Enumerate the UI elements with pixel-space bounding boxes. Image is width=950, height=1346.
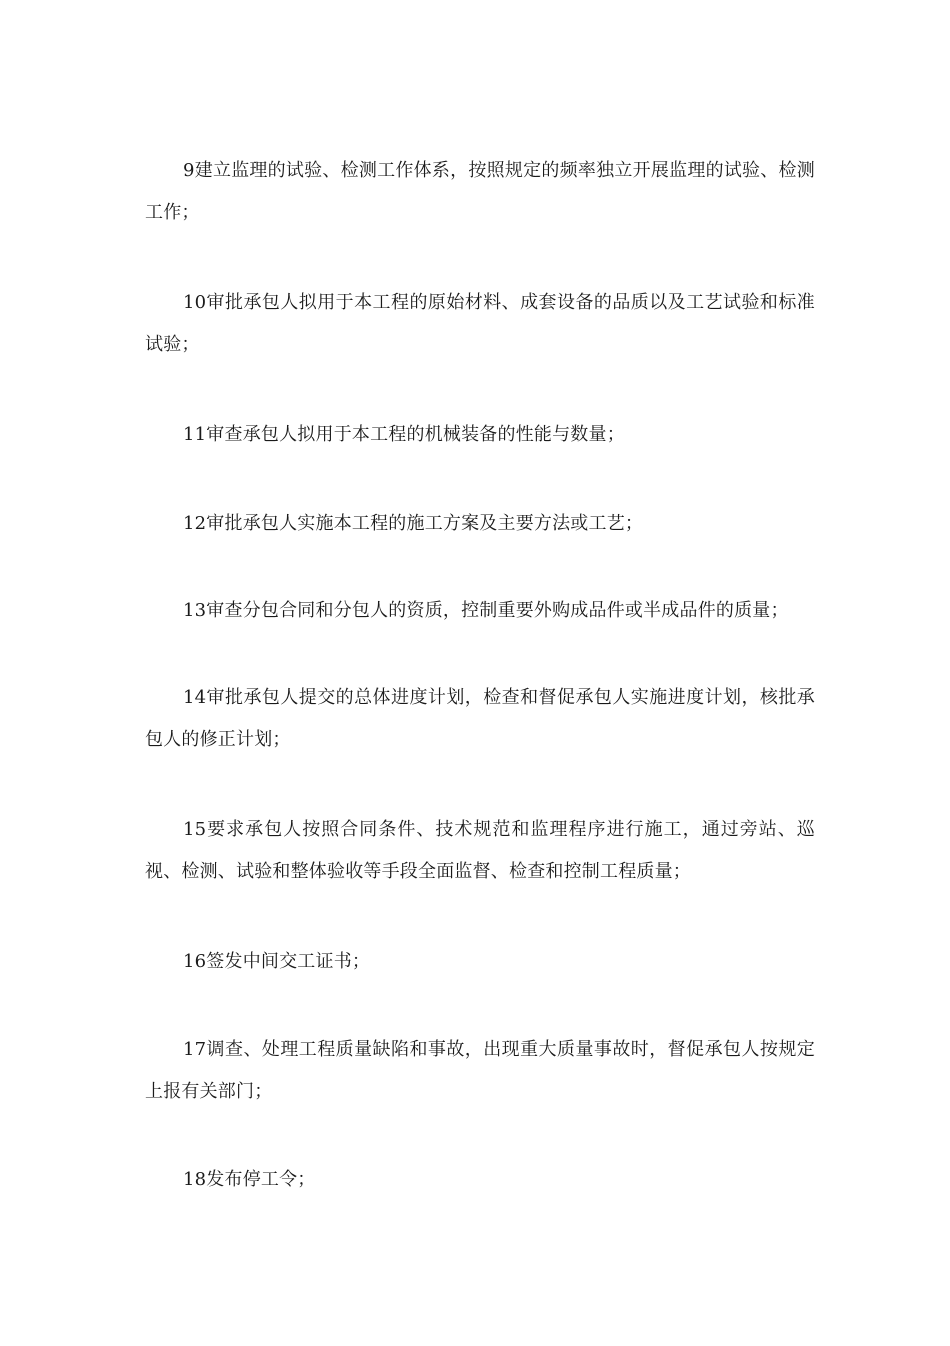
paragraph-item-18: 18发布停工令；	[183, 1169, 316, 1190]
paragraph-item-12: 12审批承包人实施本工程的施工方案及主要方法或工艺；	[183, 513, 644, 534]
paragraph-item-17: 17调查、处理工程质量缺陷和事故，出现重大质量事故时，督促承包人按规定上报有关部门；	[145, 1039, 815, 1102]
paragraph-item-13: 13审查分包合同和分包人的资质，控制重要外购成品件或半成品件的质量；	[183, 600, 789, 621]
paragraph-item-10: 10审批承包人拟用于本工程的原始材料、成套设备的品质以及工艺试验和标准试验；	[145, 292, 815, 355]
paragraph-item-9: 9建立监理的试验、检测工作体系，按照规定的频率独立开展监理的试验、检测工作；	[145, 160, 815, 223]
paragraph-item-16: 16签发中间交工证书；	[183, 951, 371, 972]
paragraph-item-11: 11审查承包人拟用于本工程的机械装备的性能与数量；	[183, 424, 625, 445]
paragraph-item-15: 15要求承包人按照合同条件、技术规范和监理程序进行施工，通过旁站、巡视、检测、试验和整体验收等手段全面监督、检查和控制工程质量；	[145, 819, 815, 882]
paragraph-item-14: 14审批承包人提交的总体进度计划，检查和督促承包人实施进度计划，核批承包人的修正计划；	[145, 687, 815, 750]
